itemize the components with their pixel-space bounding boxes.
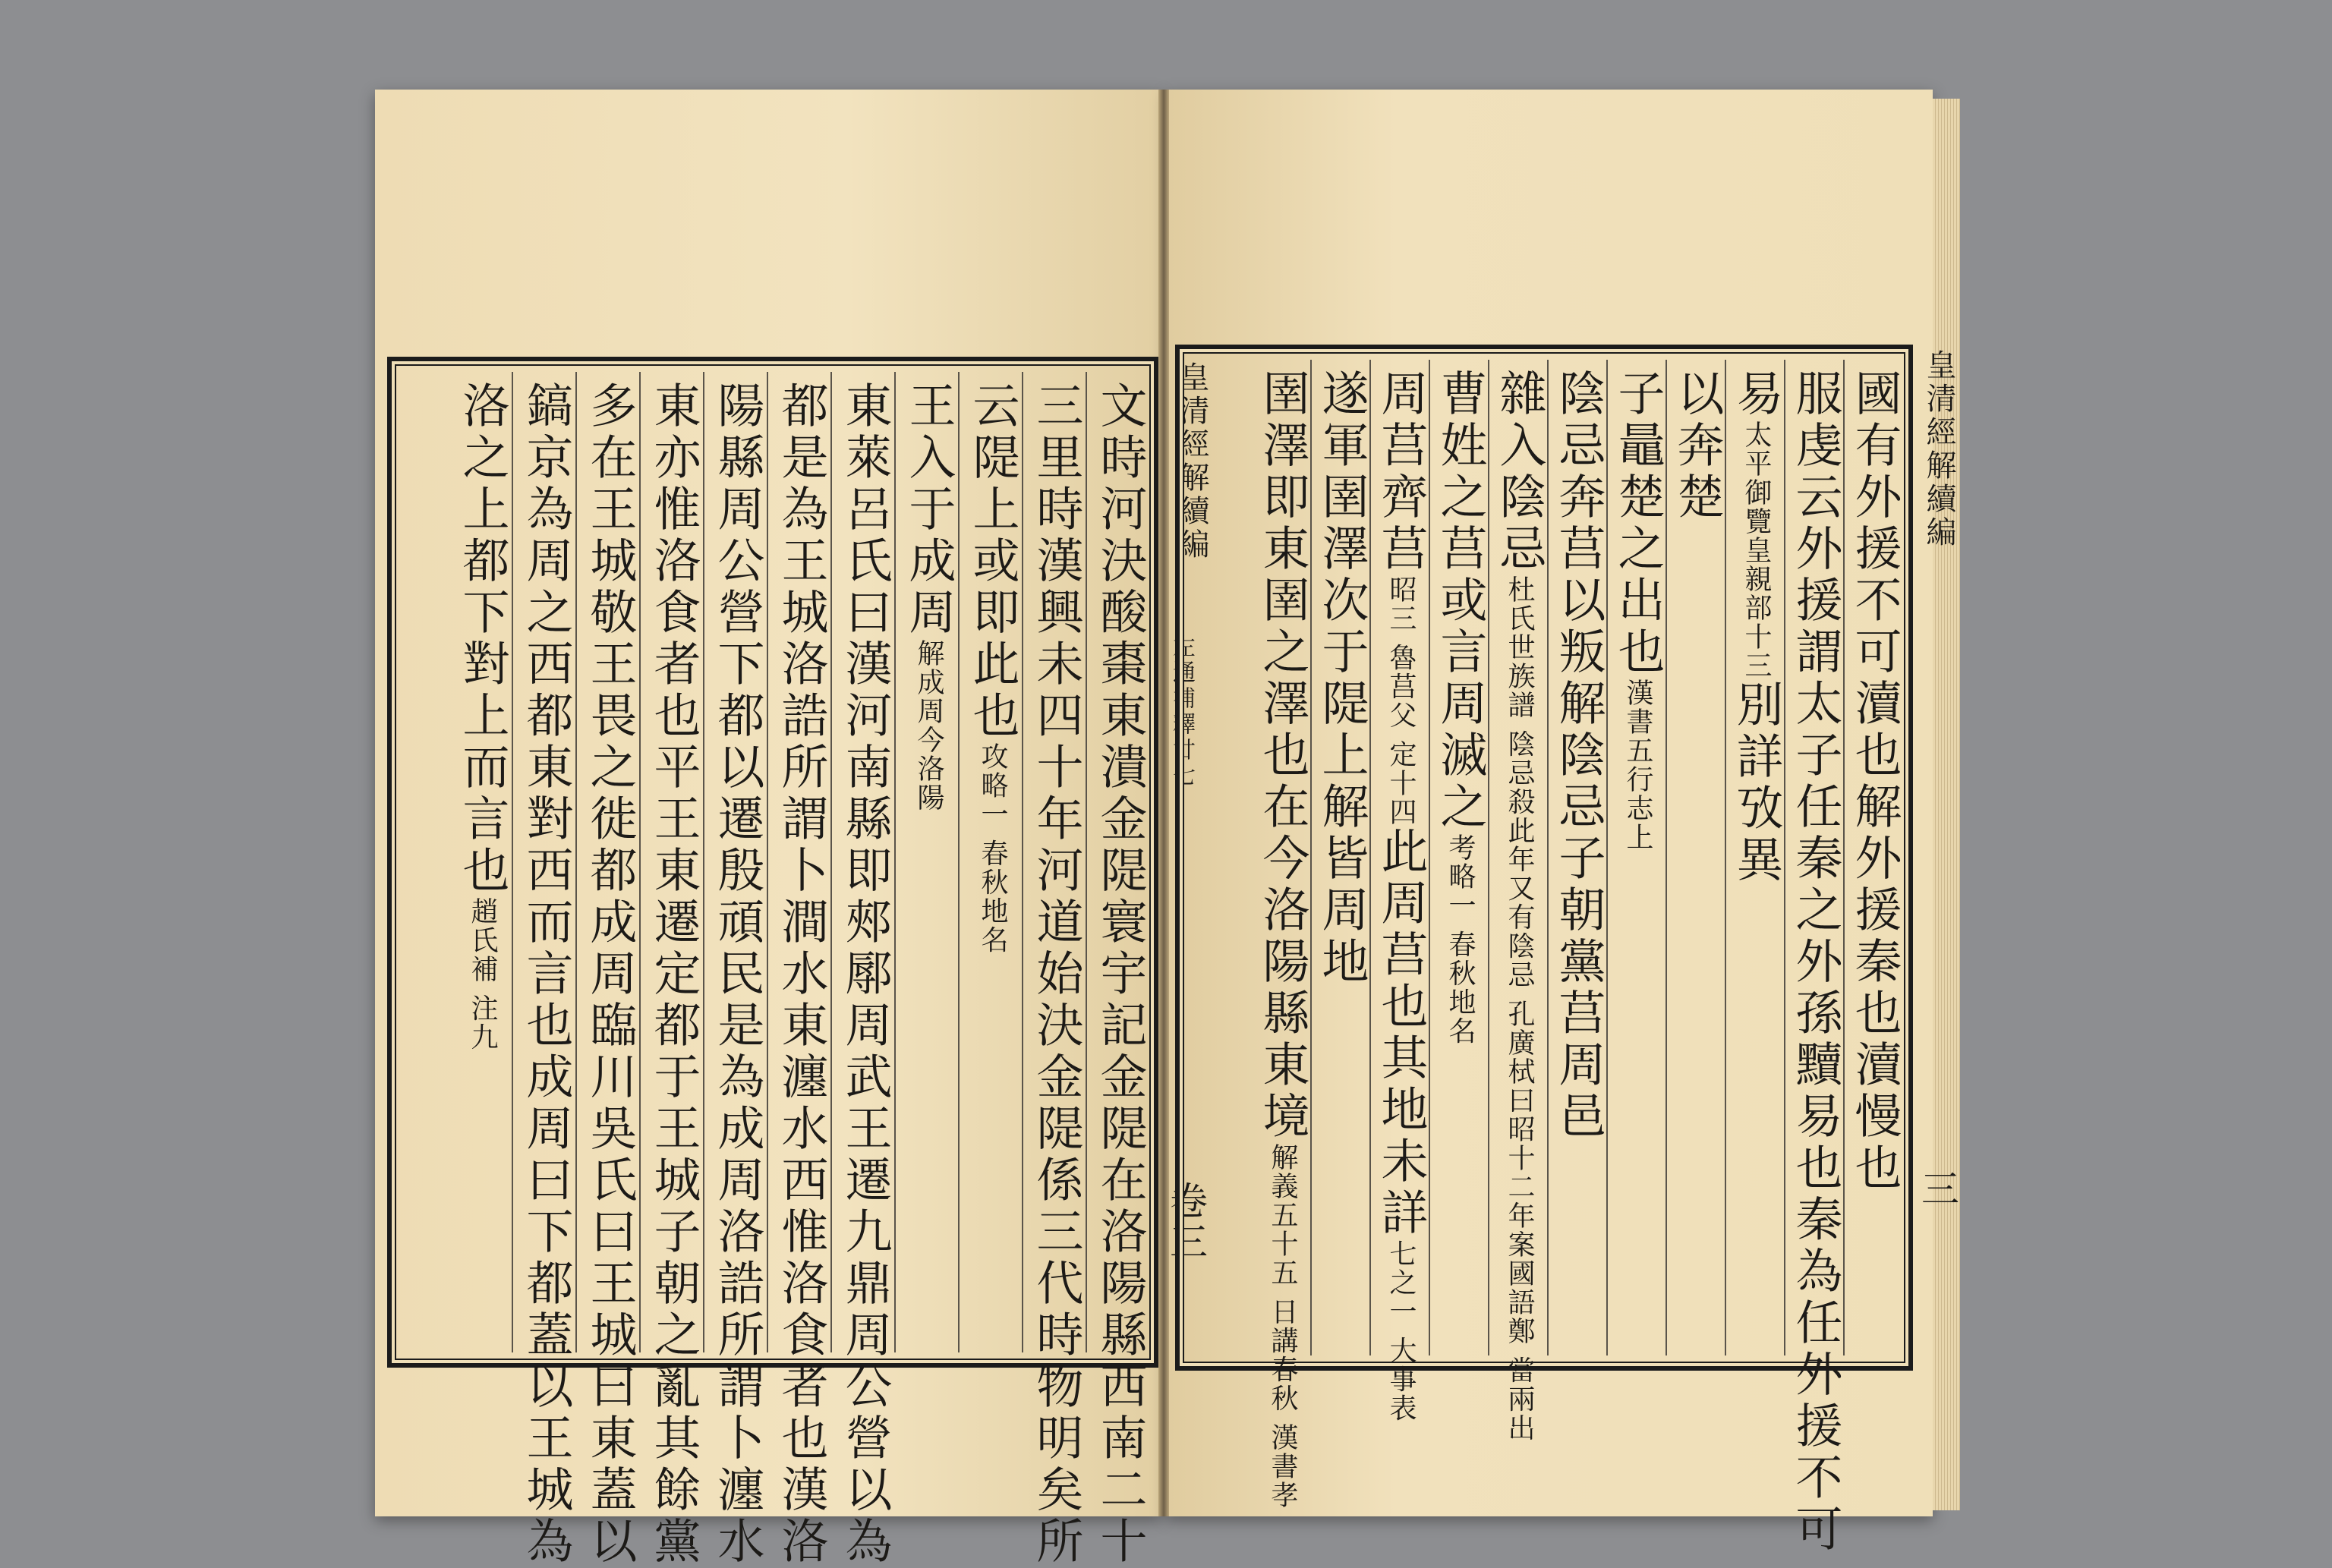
left-col-10: 鎬京為周之西都東對西而言也成周曰下都蓋以王城為 xyxy=(518,381,574,1568)
left-col-9: 多在王城敬王畏之徙都成周臨川吳氏曰王城曰東蓋以 xyxy=(582,381,638,1568)
left-col-11: 洛之上都下對上而言也趙氏補 注九 xyxy=(455,381,510,1052)
right-margin-title: 皇清經解續編 xyxy=(1921,349,1956,549)
book-gutter xyxy=(1158,90,1169,1516)
right-col-8: 曹姓之莒或言周滅之考略一 春秋地名 xyxy=(1432,369,1488,1046)
left-margin-title: 皇清經解續編 xyxy=(1174,361,1209,562)
right-col-1: 國有外援不可瀆也解外援秦也瀆慢也 xyxy=(1847,369,1902,1195)
left-col-5: 東萊呂氏曰漢河南縣即郟鄏周武王遷九鼎周公營以為 xyxy=(837,381,893,1568)
left-col-1: 文時河決酸棗東潰金隄寰宇記金隄在洛陽縣西南二十 xyxy=(1092,381,1148,1568)
right-col-5: 子鼂楚之出也漢書五行志上 xyxy=(1610,369,1665,852)
right-col-3: 易太平御覽皇親部十三別詳攷異 xyxy=(1729,369,1784,886)
right-col-10: 遂軍圉澤次于隄上解皆周地 xyxy=(1314,369,1369,988)
right-text-frame xyxy=(1175,345,1959,1556)
right-col-11: 圉澤即東圉之澤也在今洛陽縣東境解義五十五 日講春秋 漢書孝 xyxy=(1255,369,1310,1510)
left-page-number: 卷三 xyxy=(1164,1181,1208,1263)
left-col-2: 三里時漢興未四十年河道始決金隄係三代時物明矣所 xyxy=(1029,381,1084,1568)
left-col-8: 東亦惟洛食者也平王東遷定都于王城子朝之亂其餘黨 xyxy=(646,381,701,1568)
left-col-4: 王入于成周解成周今洛陽 xyxy=(901,381,956,812)
left-text-frame xyxy=(387,357,1209,1568)
left-col-3: 云隄上或即此也攻略一 春秋地名 xyxy=(965,381,1020,955)
right-col-6: 陰忌奔莒以叛解陰忌子朝黨莒周邑 xyxy=(1551,369,1606,1143)
left-col-7: 陽縣周公營下都以遷殷頑民是為成周洛誥所謂卜瀍水 xyxy=(710,381,765,1568)
page-edge-stack xyxy=(1933,99,1960,1510)
right-col-9: 周莒齊莒昭三 魯莒父 定十四此周莒也其地未詳七之一 大事表 xyxy=(1373,369,1429,1423)
right-page-number: 三 xyxy=(1915,1169,1959,1210)
left-col-6: 都是為王城洛誥所謂卜澗水東瀍水西惟洛食者也漢洛 xyxy=(774,381,829,1568)
left-margin-subtitle: 左通補釋廿七 xyxy=(1168,634,1195,789)
right-col-7: 雜入陰忌杜氏世族譜 陰忌殺此年又有陰忌 孔廣栻曰昭十二年案國語鄭 當兩出 xyxy=(1492,369,1547,1443)
right-col-2: 服虔云外援謂太子任秦之外孫黷易也秦為任外援不可 xyxy=(1788,369,1843,1556)
right-col-4: 以奔楚 xyxy=(1669,369,1725,524)
